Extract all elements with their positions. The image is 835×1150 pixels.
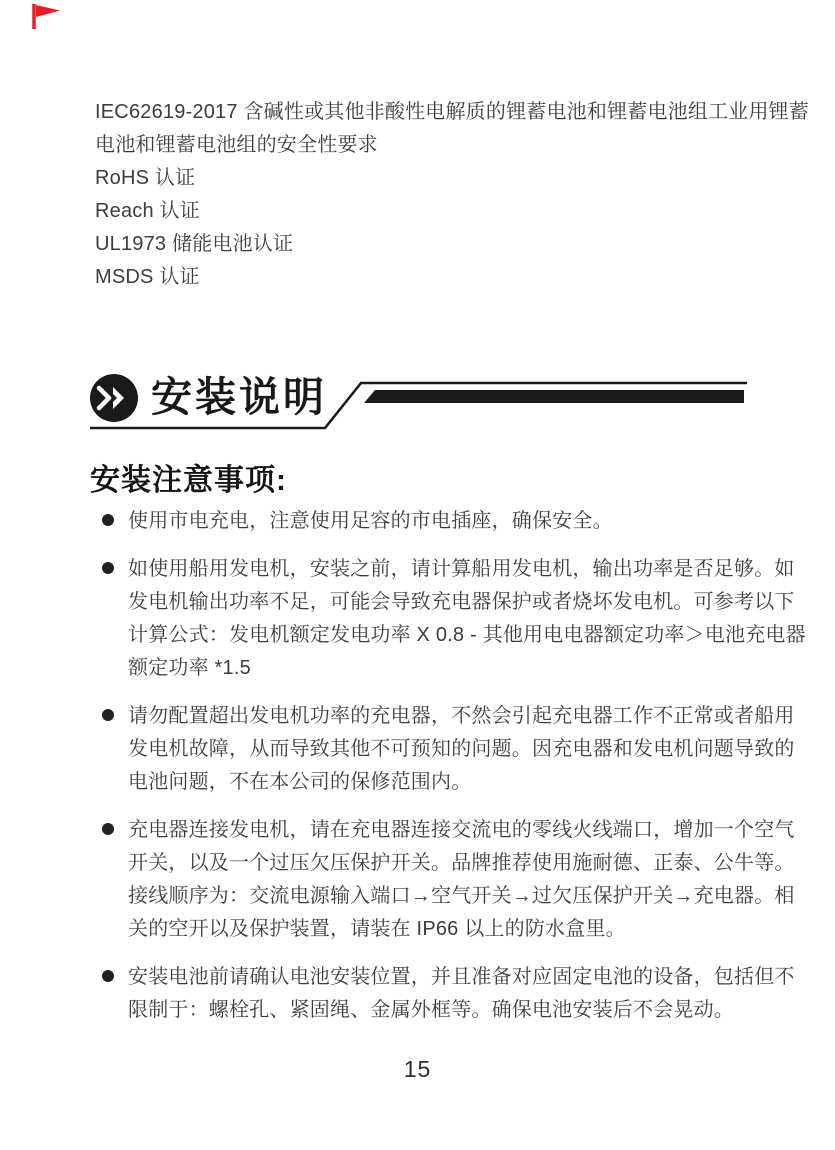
- section-title: 安装说明: [151, 374, 327, 420]
- note-line: 开关，以及一个过压欠压保护开关。品牌推荐使用施耐德、正泰、公牛等。: [128, 852, 795, 874]
- note-line: 接线顺序为：交流电源输入端口→空气开关→过欠压保护开关→充电器。相: [128, 885, 795, 907]
- certification-line: MSDS 认证: [95, 266, 200, 288]
- note-line: 使用市电充电，注意使用足容的市电插座，确保安全。: [128, 510, 613, 532]
- bullet-icon: [102, 514, 114, 526]
- note-line: 限制于：螺栓孔、紧固绳、金属外框等。确保电池安装后不会晃动。: [128, 999, 734, 1021]
- bullet-icon: [102, 709, 114, 721]
- bullet-icon: [102, 823, 114, 835]
- note-line: 充电器连接发电机，请在充电器连接交流电的零线火线端口，增加一个空气: [128, 819, 795, 841]
- note-line: 发电机故障，从而导致其他不可预知的问题。因充电器和发电机问题导致的: [128, 738, 795, 760]
- page-number: 15: [403, 1056, 432, 1082]
- certification-line: IEC62619-2017 含碱性或其他非酸性电解质的锂蓄电池和锂蓄电池组工业用锂蓄: [95, 101, 810, 123]
- section-banner: [85, 358, 765, 446]
- note-text: [128, 961, 795, 1027]
- note-line: 请勿配置超出发电机功率的充电器，不然会引起充电器工作不正常或者船用: [128, 705, 795, 727]
- notes-heading: 安装注意事项:: [90, 464, 287, 497]
- note-line: 计算公式：发电机额定发电功率 X 0.8 - 其他用电电器额定功率＞电池充电器: [128, 624, 806, 646]
- list-item: [95, 700, 795, 799]
- note-text: [128, 553, 806, 685]
- list-item: [95, 505, 771, 538]
- list-item: [95, 553, 806, 685]
- certification-line: Reach 认证: [95, 200, 200, 222]
- list-item: [95, 961, 795, 1027]
- list-item: [95, 814, 795, 946]
- note-text: [128, 505, 771, 538]
- double-chevron-circle-icon: [90, 374, 138, 422]
- note-line: 发电机输出功率不足，可能会导致充电器保护或者烧坏发电机。可参考以下: [128, 591, 795, 613]
- bullet-icon: [102, 970, 114, 982]
- bullet-icon: [102, 562, 114, 574]
- certification-list: [95, 96, 810, 294]
- certification-line: 电池和锂蓄电池组的安全性要求: [95, 134, 378, 156]
- certification-line: RoHS 认证: [95, 167, 196, 189]
- note-line: 关的空开以及保护装置，请装在 IP66 以上的防水盒里。: [128, 918, 626, 940]
- certification-line: UL1973 储能电池认证: [95, 233, 294, 255]
- note-text: [128, 700, 795, 799]
- note-line: 如使用船用发电机，安装之前，请计算船用发电机，输出功率是否足够。如: [128, 558, 795, 580]
- note-line: 电池问题，不在本公司的保修范围内。: [128, 771, 472, 793]
- note-line: 额定功率 *1.5: [128, 657, 251, 679]
- note-text: [128, 814, 795, 946]
- installation-notes-list: [95, 505, 806, 1042]
- note-line: 安装电池前请确认电池安装位置，并且准备对应固定电池的设备，包括但不: [128, 966, 795, 988]
- red-flag-icon: [26, 2, 66, 32]
